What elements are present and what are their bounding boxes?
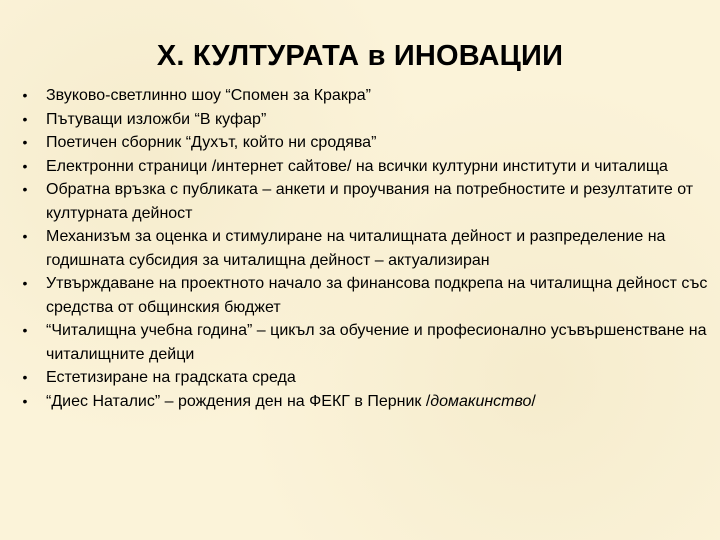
list-item [20, 272, 710, 319]
list-item-text: Пътуващи изложби “В куфар” [46, 110, 267, 128]
bullet-icon: • [22, 275, 28, 291]
list-item-text-italic: домакинство [430, 392, 532, 410]
list-item-text: “Читалищна учебна година” – цикъл за обучение и професионално усъвършенстване на читалищните дейци [46, 322, 707, 363]
list-item-text: Утвърждаване на проектното начало за финансова подкрепа на читалищна дейност със средства от общинския бюджет [46, 275, 708, 316]
list-item [20, 131, 710, 155]
list-item-text: Електронни страници /интернет сайтове/ на всички културни институти и читалища [46, 157, 668, 175]
list-item-text: Звуково-светлинно шоу “Спомен за Кракра” [46, 87, 371, 104]
list-item [20, 84, 710, 108]
bullet-icon: • [22, 134, 28, 150]
slide-title: X. КУЛТУРАТА в ИНОВАЦИИ [156, 40, 564, 72]
bullet-icon: • [22, 322, 28, 338]
bullet-icon: • [22, 228, 28, 244]
list-item-text-tail: / [531, 392, 536, 410]
list-item-text: Обратна връзка с публиката – анкети и проучвания на потребностите и резултатите от културната дейност [46, 181, 694, 222]
bullet-icon: • [22, 110, 28, 127]
list-item [20, 390, 710, 414]
bullet-icon: • [22, 157, 28, 174]
list-item [20, 155, 710, 179]
list-item [20, 319, 710, 366]
bullet-icon: • [22, 87, 28, 103]
list-item-text-main: “Диес Наталис” – рождения ден на ФЕКГ в Перник / [46, 392, 431, 410]
list-item-text: Механизъм за оценка и стимулиране на читалищната дейност и разпределение на годишната субсидия за читалищна дейност – актуализиран [46, 228, 666, 269]
list-item [20, 225, 710, 272]
list-item [20, 366, 710, 390]
bullet-list [20, 84, 710, 413]
bullet-icon: • [22, 181, 28, 197]
list-item-text: Поетичен сборник “Духът, който ни сродява” [46, 134, 377, 151]
bullet-icon: • [22, 392, 28, 409]
list-item [20, 108, 710, 132]
list-item [20, 178, 710, 225]
bullet-icon: • [22, 369, 28, 385]
list-item-text: Естетизиране на градската среда [46, 369, 296, 386]
list-item-text [46, 390, 710, 414]
